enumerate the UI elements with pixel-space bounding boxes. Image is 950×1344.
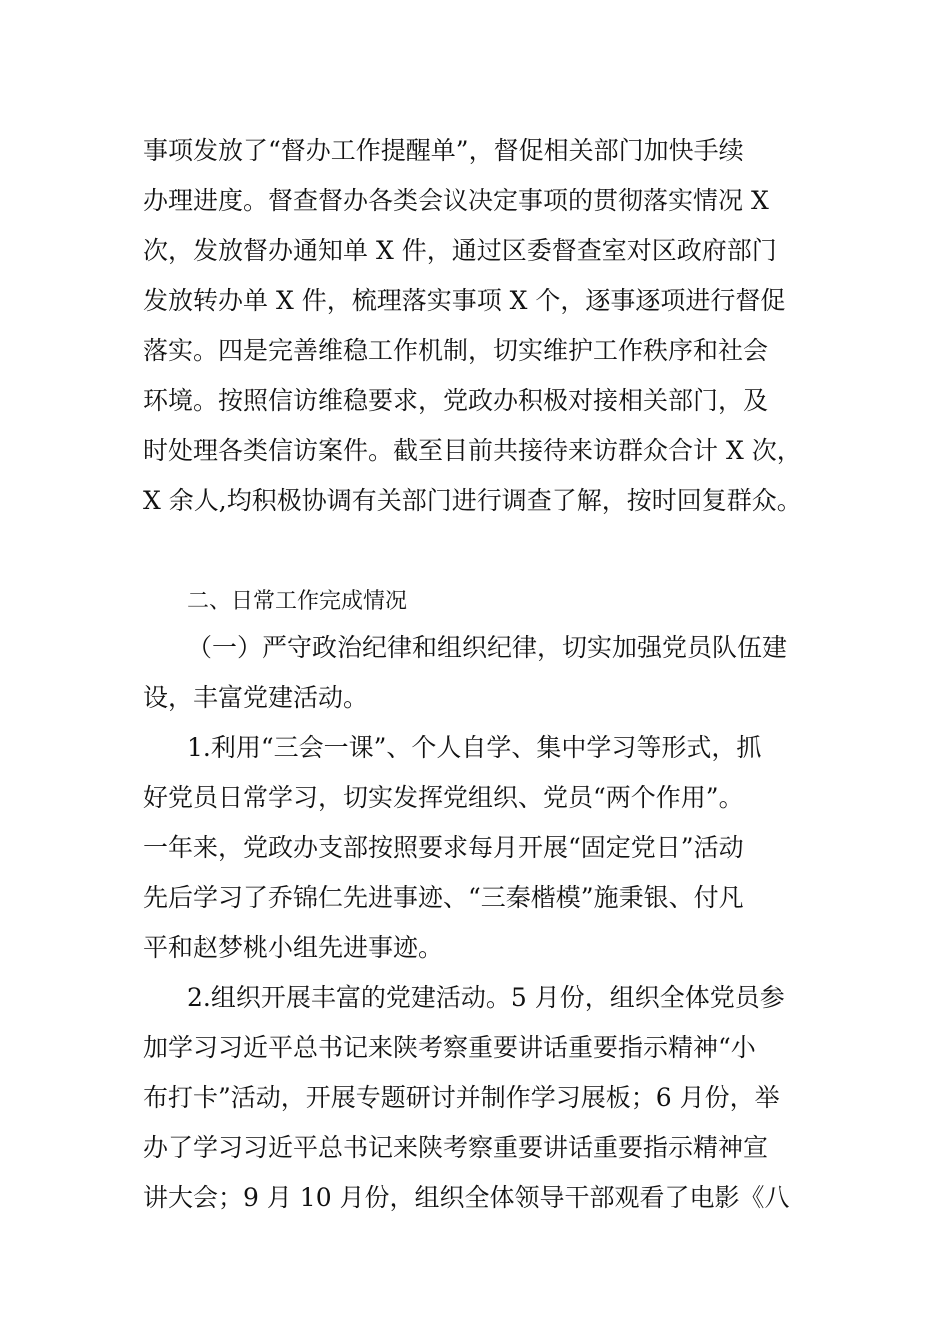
list-item-1-line: 先后学习了乔锦仁先进事迹、“三秦楷模”施秉银、付凡	[143, 883, 744, 912]
list-item-1-line: 好党员日常学习，切实发挥党组织、党员“两个作用”。	[143, 783, 744, 812]
body-text-line: 次，发放督办通知单 X 件，通过区委督查室对区政府部门	[143, 236, 777, 265]
list-item-1-line: 一年来，党政办支部按照要求每月开展“固定党日”活动	[143, 833, 744, 862]
body-text-line: 办理进度。督查督办各类会议决定事项的贯彻落实情况 X	[143, 186, 769, 215]
subsection-heading-line: 设，丰富党建活动。	[143, 683, 369, 712]
body-text-line: 事项发放了“督办工作提醒单”，督促相关部门加快手续	[143, 136, 744, 165]
list-item-2-line: 办了学习习近平总书记来陕考察重要讲话重要指示精神宣	[143, 1133, 769, 1162]
list-item-2-line: 2.组织开展丰富的党建活动。5 月份，组织全体党员参	[187, 983, 785, 1012]
list-item-2-line: 加学习习近平总书记来陕考察重要讲话重要指示精神“小	[143, 1033, 756, 1062]
section-heading: 二、日常工作完成情况	[187, 589, 408, 614]
body-text-line: X 余人,均积极协调有关部门进行调查了解，按时回复群众。	[143, 486, 802, 515]
list-item-2-line: 布打卡”活动，开展专题研讨并制作学习展板；6 月份，举	[143, 1083, 780, 1112]
list-item-2-line: 讲大会；9 月 10 月份，组织全体领导干部观看了电影《八	[143, 1183, 790, 1212]
body-text-line: 落实。四是完善维稳工作机制，切实维护工作秩序和社会	[143, 336, 769, 365]
body-text-line: 发放转办单 X 件，梳理落实事项 X 个，逐事逐项进行督促	[143, 286, 786, 315]
body-text-line: 环境。按照信访维稳要求，党政办积极对接相关部门，及	[143, 386, 769, 415]
list-item-1-line: 平和赵梦桃小组先进事迹。	[143, 933, 444, 962]
list-item-1-line: 1.利用“三会一课”、个人自学、集中学习等形式，抓	[187, 733, 762, 762]
subsection-heading-line: （一）严守政治纪律和组织纪律，切实加强党员队伍建	[187, 633, 788, 662]
body-text-line: 时处理各类信访案件。截至目前共接待来访群众合计 X 次，	[143, 436, 802, 465]
